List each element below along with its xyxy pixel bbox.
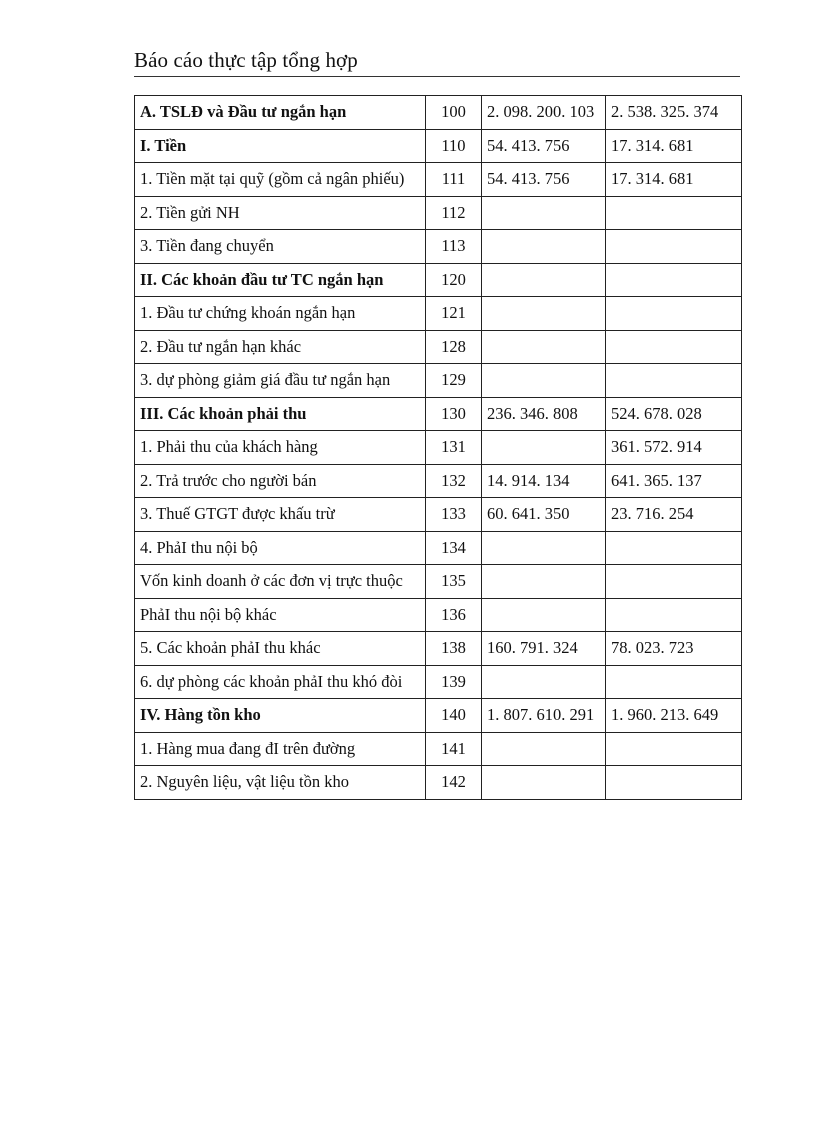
row-value-beginning-cell [606,766,742,800]
row-code-cell: 112 [426,196,482,230]
row-value-beginning-cell [606,330,742,364]
row-code-cell: 111 [426,163,482,197]
table-row [135,732,742,766]
row-value-end-of-period-cell: 160. 791. 324 [482,632,606,666]
row-code-cell: 120 [426,263,482,297]
row-code-cell: 132 [426,464,482,498]
row-value-end-of-period-cell [482,598,606,632]
table-row [135,699,742,733]
row-code-cell: 100 [426,96,482,130]
row-value-end-of-period-cell [482,431,606,465]
page-title: Báo cáo thực tập tổng hợp [134,48,358,72]
table-row [135,431,742,465]
table-row [135,263,742,297]
row-name-cell: Vốn kinh doanh ở các đơn vị trực thuộc [135,565,426,599]
balance-sheet-table [134,95,742,800]
row-code-cell: 121 [426,297,482,331]
table-row [135,163,742,197]
row-value-end-of-period-cell: 236. 346. 808 [482,397,606,431]
row-code-cell: 136 [426,598,482,632]
table-row [135,330,742,364]
row-value-beginning-cell: 524. 678. 028 [606,397,742,431]
row-value-end-of-period-cell: 1. 807. 610. 291 [482,699,606,733]
row-value-end-of-period-cell [482,766,606,800]
row-name-cell: IV. Hàng tồn kho [135,699,426,733]
row-name-cell: A. TSLĐ và Đầu tư ngắn hạn [135,96,426,130]
row-value-end-of-period-cell: 54. 413. 756 [482,163,606,197]
row-name-cell: 3. dự phòng giảm giá đầu tư ngắn hạn [135,364,426,398]
row-value-beginning-cell [606,531,742,565]
row-name-cell: 2. Trả trước cho người bán [135,464,426,498]
table-row [135,665,742,699]
table-row [135,464,742,498]
table-row [135,397,742,431]
row-code-cell: 138 [426,632,482,666]
row-value-beginning-cell: 361. 572. 914 [606,431,742,465]
row-name-cell: 1. Đầu tư chứng khoán ngắn hạn [135,297,426,331]
row-name-cell: 2. Nguyên liệu, vật liệu tồn kho [135,766,426,800]
row-name-cell: 3. Thuế GTGT được khấu trừ [135,498,426,532]
row-value-end-of-period-cell [482,330,606,364]
row-name-cell: 3. Tiền đang chuyển [135,230,426,264]
row-code-cell: 113 [426,230,482,264]
table-row [135,766,742,800]
row-value-beginning-cell: 78. 023. 723 [606,632,742,666]
row-name-cell: 5. Các khoản phảI thu khác [135,632,426,666]
table-row [135,531,742,565]
row-code-cell: 134 [426,531,482,565]
row-code-cell: 110 [426,129,482,163]
row-value-beginning-cell [606,565,742,599]
table-row [135,632,742,666]
row-value-end-of-period-cell: 60. 641. 350 [482,498,606,532]
row-value-end-of-period-cell: 54. 413. 756 [482,129,606,163]
row-value-beginning-cell [606,263,742,297]
table-row [135,565,742,599]
row-value-beginning-cell: 641. 365. 137 [606,464,742,498]
row-name-cell: II. Các khoản đầu tư TC ngắn hạn [135,263,426,297]
row-value-end-of-period-cell: 2. 098. 200. 103 [482,96,606,130]
row-value-end-of-period-cell [482,732,606,766]
row-name-cell: PhảI thu nội bộ khác [135,598,426,632]
table-row [135,598,742,632]
page-header [134,46,740,77]
row-code-cell: 139 [426,665,482,699]
row-value-beginning-cell [606,297,742,331]
row-code-cell: 131 [426,431,482,465]
row-code-cell: 140 [426,699,482,733]
row-value-end-of-period-cell [482,230,606,264]
row-value-end-of-period-cell [482,565,606,599]
row-value-beginning-cell: 17. 314. 681 [606,163,742,197]
row-value-beginning-cell [606,196,742,230]
row-value-beginning-cell [606,598,742,632]
row-value-beginning-cell: 17. 314. 681 [606,129,742,163]
table-row [135,364,742,398]
row-code-cell: 135 [426,565,482,599]
row-value-beginning-cell [606,665,742,699]
row-value-end-of-period-cell [482,263,606,297]
row-code-cell: 130 [426,397,482,431]
row-value-end-of-period-cell [482,364,606,398]
row-code-cell: 128 [426,330,482,364]
row-value-beginning-cell [606,230,742,264]
row-value-beginning-cell: 1. 960. 213. 649 [606,699,742,733]
row-code-cell: 141 [426,732,482,766]
row-value-end-of-period-cell [482,297,606,331]
row-code-cell: 129 [426,364,482,398]
table-row [135,498,742,532]
row-value-end-of-period-cell: 14. 914. 134 [482,464,606,498]
row-name-cell: 1. Hàng mua đang đI trên đường [135,732,426,766]
row-name-cell: III. Các khoản phải thu [135,397,426,431]
row-name-cell: 1. Tiền mặt tại quỹ (gồm cả ngân phiếu) [135,163,426,197]
table-row [135,297,742,331]
row-value-beginning-cell: 2. 538. 325. 374 [606,96,742,130]
row-name-cell: I. Tiền [135,129,426,163]
row-code-cell: 142 [426,766,482,800]
table-row [135,129,742,163]
row-name-cell: 4. PhảI thu nội bộ [135,531,426,565]
row-value-end-of-period-cell [482,531,606,565]
row-code-cell: 133 [426,498,482,532]
row-value-beginning-cell [606,364,742,398]
row-name-cell: 1. Phải thu của khách hàng [135,431,426,465]
table-row [135,196,742,230]
row-value-end-of-period-cell [482,196,606,230]
row-value-beginning-cell [606,732,742,766]
table-row [135,96,742,130]
row-name-cell: 2. Đầu tư ngắn hạn khác [135,330,426,364]
row-name-cell: 2. Tiền gửi NH [135,196,426,230]
table-row [135,230,742,264]
row-name-cell: 6. dự phòng các khoản phảI thu khó đòi [135,665,426,699]
row-value-end-of-period-cell [482,665,606,699]
row-value-beginning-cell: 23. 716. 254 [606,498,742,532]
table-body [135,96,742,800]
